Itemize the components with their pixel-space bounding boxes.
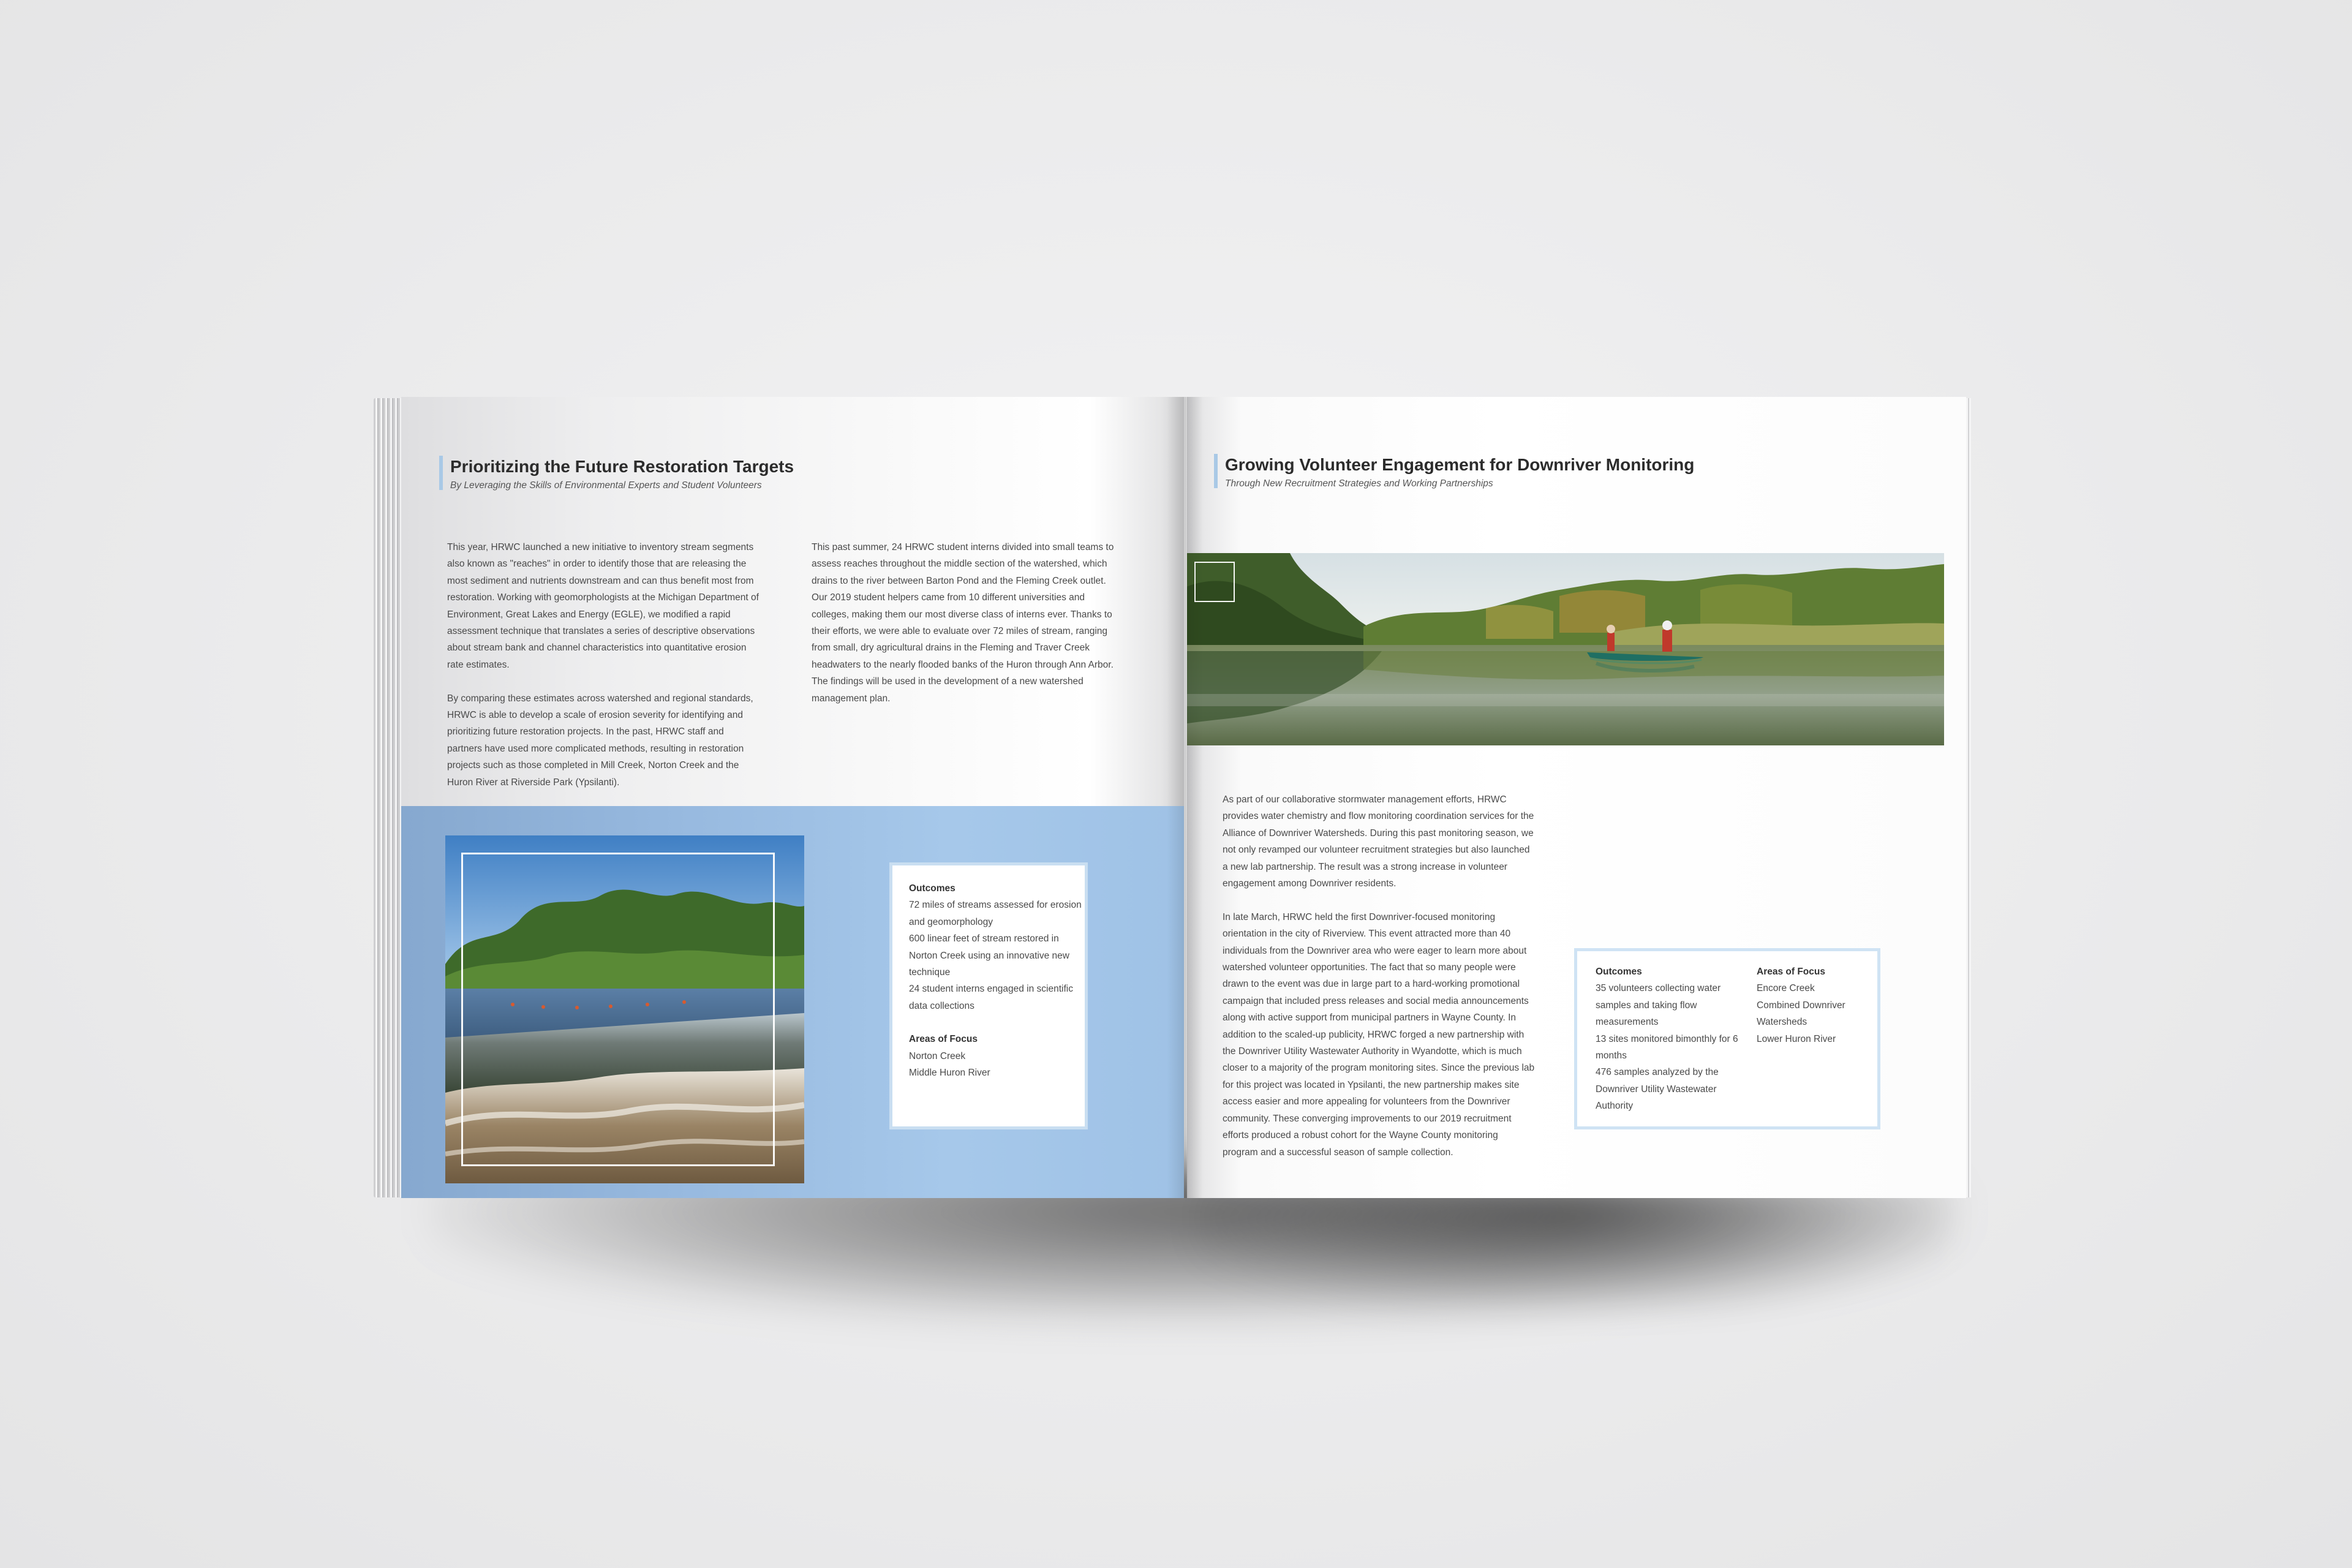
paragraph: By comparing these estimates across watershed and regional standards, HRWC is able to develop a scale of erosion severity for identifying and prioritizing future restoration projects. In the past, HRWC staff and partners have used more complicated methods, resulting in restoration projects such as those completed in Mill Creek, Norton Creek and the Huron River at Riverside Park (Ypsilanti). xyxy=(447,693,753,788)
list-item: Combined Downriver Watersheds xyxy=(1757,1000,1845,1028)
focus-column xyxy=(1757,963,1873,1047)
paragraph: This past summer, 24 HRWC student interns divided into small teams to assess reaches throughout the middle section of the watershed, which drains to the river between Barton Pond and the Fleming Creek outlet. Our 2019 student helpers came from 10 different universities and colleges, making them our most diverse class of interns ever. Thanks to their efforts, we were able to evaluate over 72 miles of stream, ranging from small, dry agricultural drains in the Fleming and Traver Creek headwaters to the nearly flooded banks of the Huron through Ann Arbor. The findings will be used in the development of a new watershed management plan. xyxy=(812,542,1114,704)
right-page-shadow xyxy=(1194,1188,1948,1311)
list-item: Middle Huron River xyxy=(909,1068,990,1079)
weir-photo xyxy=(445,835,804,1183)
list-item: 72 miles of streams assessed for erosion and geomorphology xyxy=(909,900,1082,927)
right-text-column-1 xyxy=(1223,791,1535,1161)
focus-heading: Areas of Focus xyxy=(1757,967,1825,977)
list-item: Encore Creek xyxy=(1757,983,1815,994)
paragraph: This year, HRWC launched a new initiative to inventory stream segments also known as "reaches" in order to identify those that are releasing the most sediment and nutrients downstream and can thus benefit most from restoration. Working with geomorphologists at the Michigan Department of Environment, Great Lakes and Energy (EGLE), we modified a rapid assessment technique that translates a series of descriptive observations about stream bank and channel characteristics into quantitative erosion rate estimates. xyxy=(447,542,759,670)
right-page xyxy=(1187,397,1966,1198)
list-item: Lower Huron River xyxy=(1757,1033,1836,1044)
blue-panel xyxy=(401,806,1184,1198)
outcomes-box-left xyxy=(889,862,1088,1129)
outcomes-list xyxy=(909,897,1085,1014)
focus-list xyxy=(909,1048,1085,1082)
left-page xyxy=(401,397,1184,1198)
list-item: Norton Creek xyxy=(909,1050,966,1061)
page-subtitle: By Leveraging the Skills of Environmental Experts and Student Volunteers xyxy=(450,480,762,491)
canoe-photo-graphic xyxy=(1187,553,1944,745)
canoe-photo xyxy=(1187,553,1944,745)
paragraph: As part of our collaborative stormwater management efforts, HRWC provides water chemistry and flow monitoring coordination services for the Alliance of Downriver Watersheds. During this past monitoring season, we not only revamped our volunteer recruitment strategies but also launched a new lab partnership. The result was a strong increase in volunteer engagement among Downriver residents. xyxy=(1223,794,1534,889)
outcomes-heading: Outcomes xyxy=(1596,967,1642,977)
page-title: Prioritizing the Future Restoration Targets xyxy=(450,457,794,476)
book-gutter xyxy=(1167,397,1204,1198)
outcomes-list xyxy=(1596,980,1746,1114)
page-stack-left xyxy=(374,398,403,1197)
outcomes-heading: Outcomes xyxy=(909,883,956,894)
outcomes-box-right xyxy=(1574,948,1880,1129)
list-item: 35 volunteers collecting water samples and taking flow measurements xyxy=(1596,983,1721,1028)
page-title: Growing Volunteer Engagement for Downriver Monitoring xyxy=(1225,455,1695,474)
photo-frame-overlay xyxy=(461,853,775,1166)
left-text-column-1 xyxy=(447,539,760,791)
outcomes-column xyxy=(1596,963,1746,1115)
list-item: 24 student interns engaged in scientific data collections xyxy=(909,984,1073,1011)
focus-heading: Areas of Focus xyxy=(909,1034,978,1045)
page-subtitle: Through New Recruitment Strategies and Working Partnerships xyxy=(1225,478,1493,489)
list-item: 13 sites monitored bimonthly for 6 months xyxy=(1596,1033,1738,1061)
heading-accent-bar xyxy=(439,456,443,490)
list-item: 600 linear feet of stream restored in Norton Creek using an innovative new technique xyxy=(909,933,1069,978)
paragraph: In late March, HRWC held the first Downriver-focused monitoring orientation in the city of Riverview. This event attracted more than 40 individuals from the Downriver area who were eager to learn more about watershed volunteer opportunities. The fact that so many people were drawn to the event was due in large part to a hard-working promotional campaign that included press releases and social media announcements along with active support from municipal partners in Wayne County. In addition to the scaled-up publicity, HRWC forged a new partnership with the Downriver Utility Wastewater Authority in Wyandotte, which is much closer to a majority of the program monitoring sites. Since the previous lab for this project was located in Ypsilanti, the new partnership makes site access easier and more appealing for volunteers from the Downriver community. These converging improvements to our 2019 recruitment efforts produced a robust cohort for the Wayne County monitoring program and a successful season of sample collection. xyxy=(1223,911,1535,1158)
list-item: 476 samples analyzed by the Downriver Utility Wastewater Authority xyxy=(1596,1067,1719,1112)
focus-list xyxy=(1757,980,1873,1047)
heading-accent-bar xyxy=(1214,454,1218,488)
